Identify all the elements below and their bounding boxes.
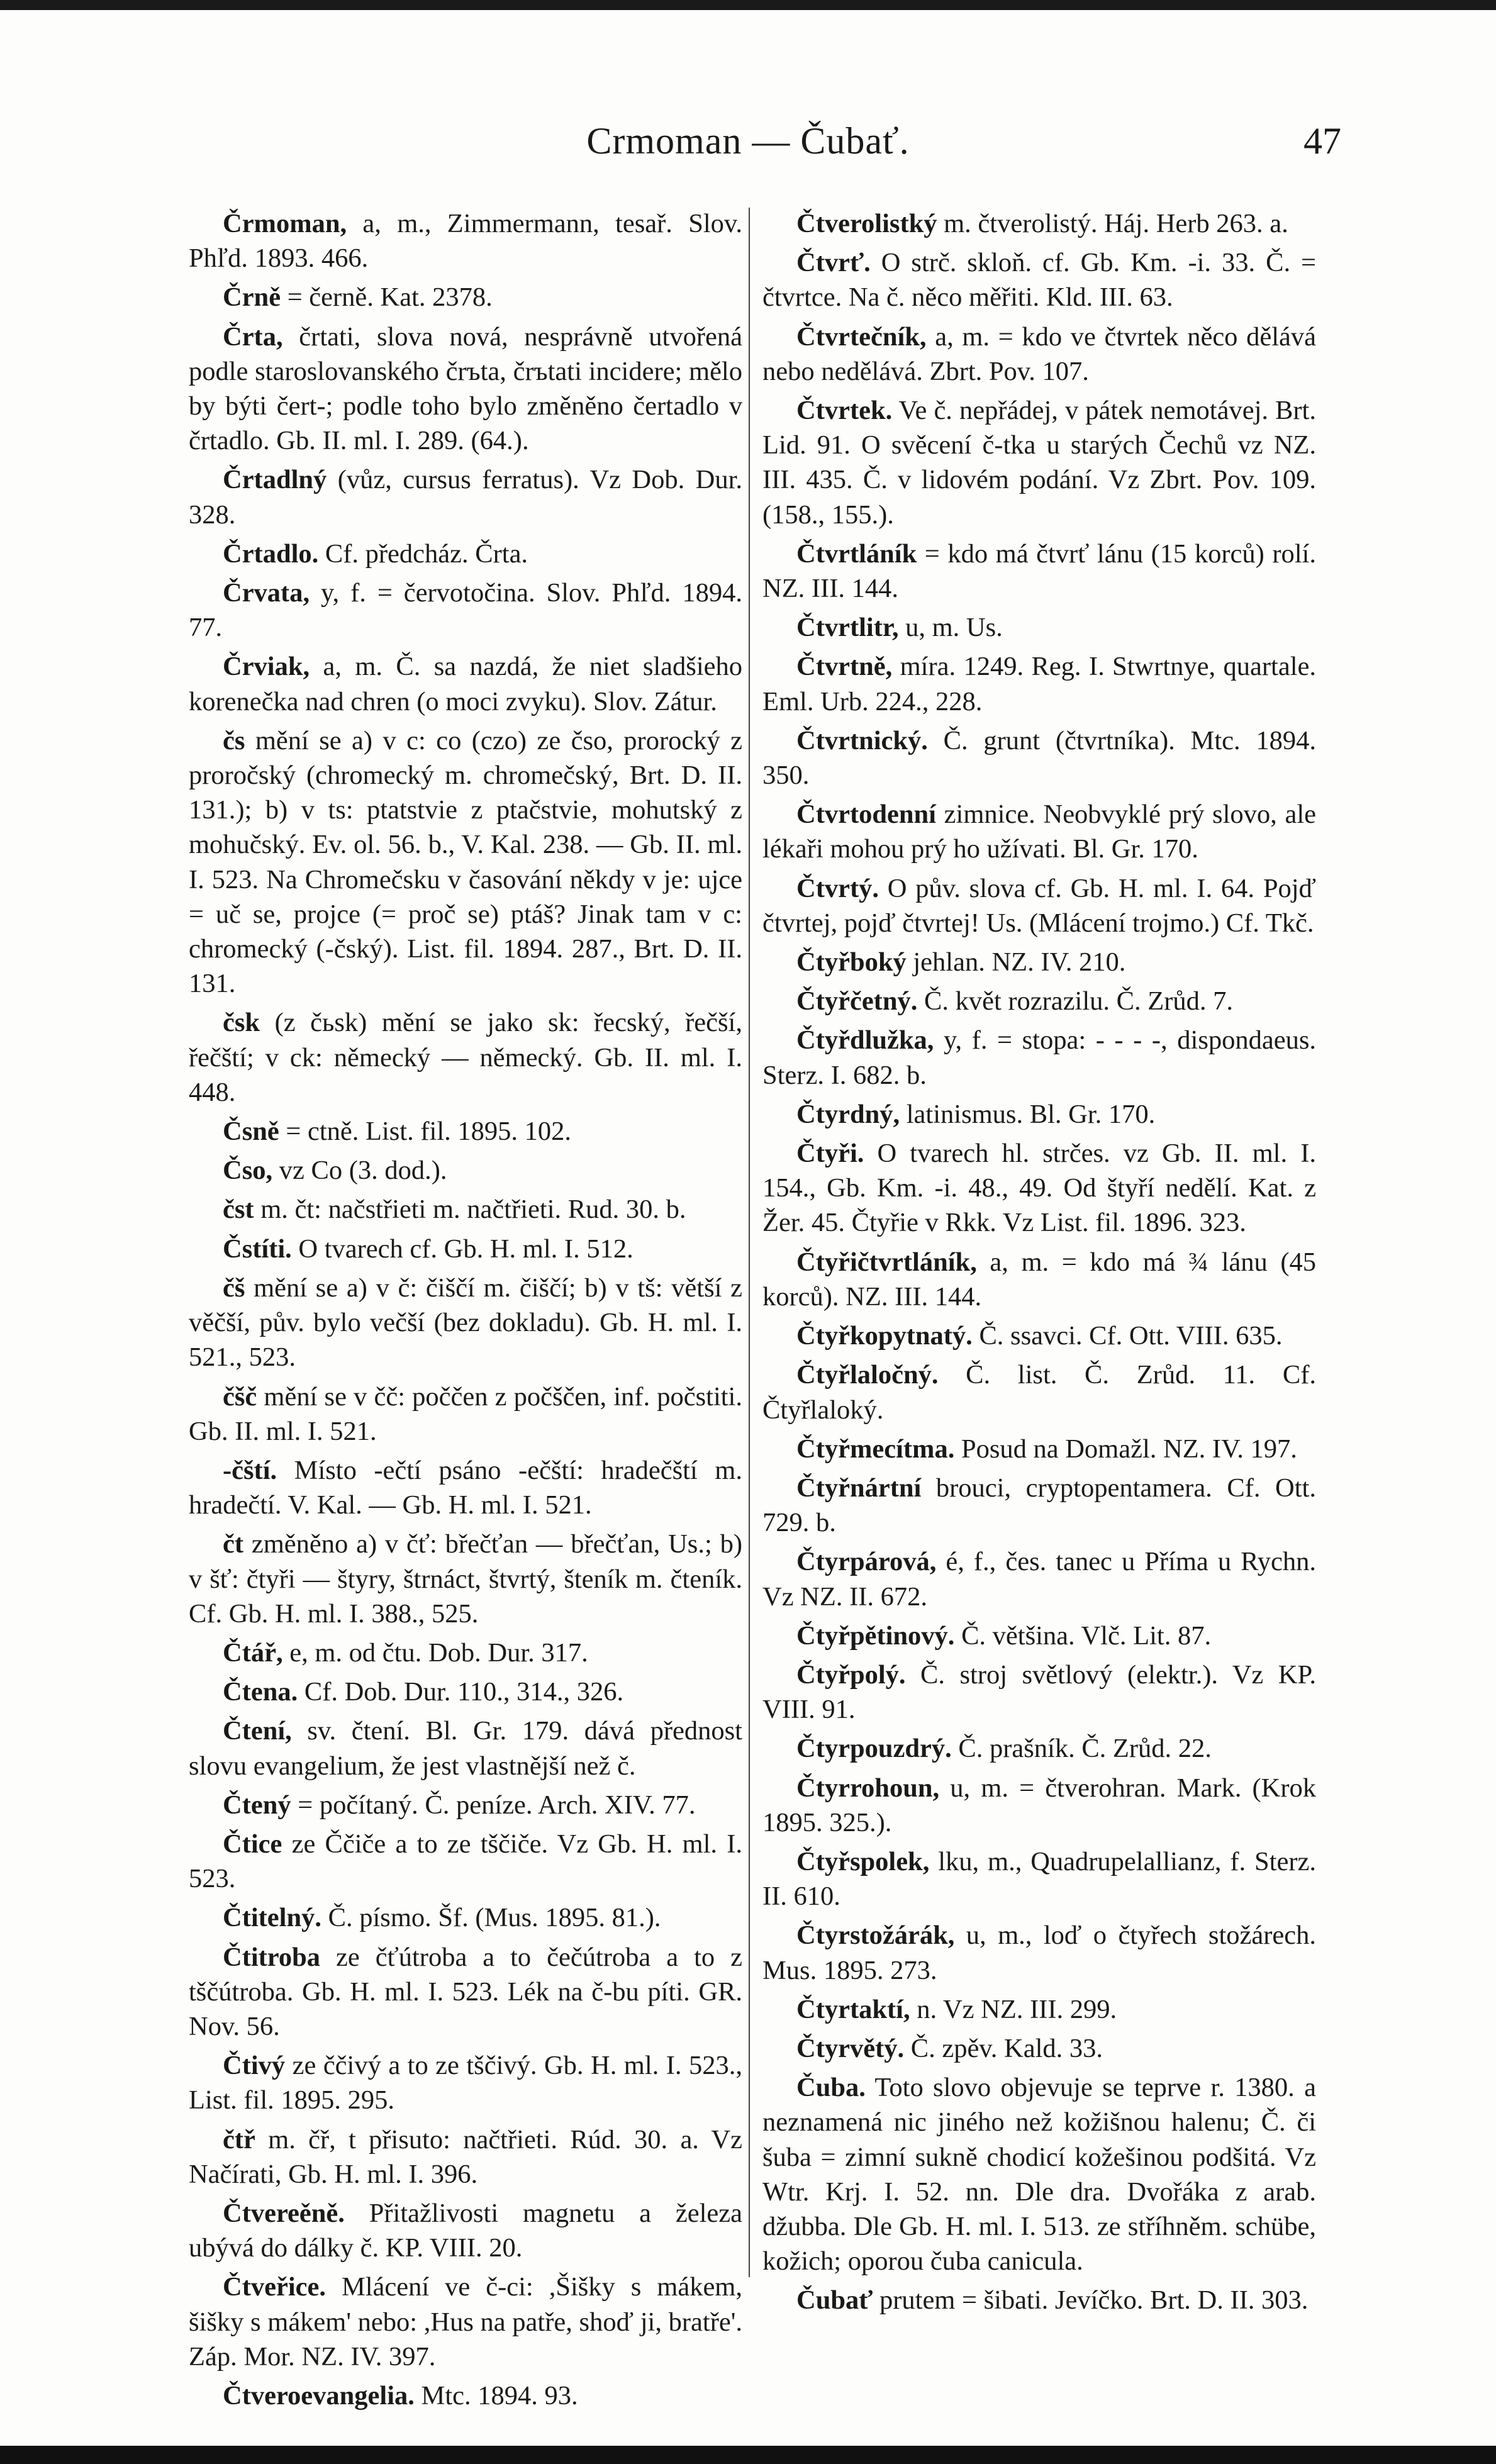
dictionary-entry <box>762 1357 1316 1427</box>
entry-headword: Črtadlný <box>223 465 327 495</box>
entry-text: u, m. Us. <box>898 613 1003 643</box>
entry-headword: Čtyřdlužka, <box>796 1025 934 1056</box>
dictionary-entry <box>189 1714 742 1783</box>
entry-headword: Čtvrtodenní <box>796 800 936 830</box>
entry-text: O strč. skloň. cf. Gb. Km. -i. 33. Č. = čtvrtce. Na č. něco měřiti. Kld. III. 63. <box>762 248 1316 313</box>
dictionary-entry <box>762 393 1316 532</box>
top-border <box>0 0 1496 10</box>
entry-headword: Čtivý <box>223 2051 286 2081</box>
dictionary-entry <box>762 1771 1316 1840</box>
entry-headword: čtř <box>223 2124 255 2155</box>
entry-text: O pův. slova cf. Gb. H. ml. I. 64. Pojď čtvrtej, pojď čtvrtej! Us. (Mlácení trojmo.) Cf. Tkč. <box>762 873 1316 938</box>
entry-text: lku, m., Quadrupelallianz, f. Sterz. II. 610. <box>762 1846 1316 1912</box>
left-column <box>189 206 742 2413</box>
dictionary-entry <box>762 871 1316 940</box>
entry-headword: čsk <box>223 1008 260 1038</box>
dictionary-entry <box>189 1675 742 1709</box>
entry-headword: Čtvrtlitr, <box>796 613 899 643</box>
entry-text: Toto slovo objevuje se teprve r. 1380. a neznamená nic jiného než kožišnou halenu; Č. či šuba = zimní sukně chodicí kožešinou podšitá. Vz Wtr. Krj. I. 52. nn. Dle dra. Dvořáka z arab. džubba. Dle Gb. H. ml. I. 513. ze stříhněm. schübe, kožich; oporou čuba canicula. <box>762 2073 1316 2277</box>
entry-headword: čst <box>223 1195 254 1225</box>
dictionary-entry <box>189 537 742 571</box>
page-header <box>0 120 1496 164</box>
entry-headword: Čtena. <box>223 1677 298 1707</box>
dictionary-entry <box>762 1432 1316 1466</box>
dictionary-entry <box>189 2048 742 2117</box>
entry-text: črtati, slova nová, nesprávně utvořená podle staroslovanského črъta, črъtati incidere; mělo by býti čert-; podle toho bylo změněno čertadlo v črtadlo. Gb. II. ml. I. 289. (64.). <box>189 321 742 456</box>
entry-text: Č. ssavci. Cf. Ott. VIII. 635. <box>972 1321 1283 1351</box>
dictionary-entry <box>189 280 742 315</box>
entry-text: m. čř, t přisuto: načtřieti. Rúd. 30. a. Vz Načírati, Gb. H. ml. I. 396. <box>189 2124 742 2189</box>
entry-headword: Čtyrdný, <box>796 1099 900 1129</box>
dictionary-entry <box>189 2378 742 2413</box>
entry-headword: Čtyrstožárák, <box>796 1920 955 1951</box>
dictionary-entry <box>189 1636 742 1670</box>
dictionary-entry <box>762 1844 1316 1914</box>
entry-text: ze čťútroba a to čečútroba a to z tščútroba. Gb. H. ml. I. 523. Lék na č-bu píti. GR. Nov. 56. <box>189 1942 742 2041</box>
dictionary-entry <box>762 1023 1316 1092</box>
entry-text: y, f. = stopa: - - - -, dispondaeus. Sterz. I. 682. b. <box>762 1025 1316 1090</box>
entry-text: u, m. = čtverohran. Mark. (Krok 1895. 325.). <box>762 1773 1316 1837</box>
entry-text: Č. písmo. Šf. (Mus. 1895. 81.). <box>321 1903 661 1933</box>
entry-text: mění se a) v c: co (czo) ze čso, prorocký z proročský (chromecký m. chromečský, Brt. D. II. 131.); b) v ts: ptatstvie z ptačstvie, mohutský z mohučský. Ev. ol. 56. b., V. Kal. 238. — Gb. II. ml. I. 523. Na Chromečsku v časování někdy v je: ujce = uč se, projce (= proč se) ptáš? Jinak tam v c: chromecký (-čský). List. fil. 1894. 287., Brt. D. II. 131. <box>189 725 742 999</box>
entry-text: = černě. Kat. 2378. <box>281 282 493 313</box>
running-title: Crmoman — Čubať. <box>586 120 910 162</box>
dictionary-entry <box>189 1900 742 1935</box>
entry-headword: Čso, <box>223 1156 273 1186</box>
column-divider <box>749 208 750 2277</box>
entry-headword: Čtení, <box>223 1716 292 1746</box>
dictionary-entry <box>762 1245 1316 1314</box>
entry-headword: čš <box>223 1273 245 1303</box>
entry-text: vz Co (3. dod.). <box>272 1156 447 1186</box>
entry-headword: Čtvrtek. <box>796 396 893 426</box>
entry-headword: Čtvrtnický. <box>796 725 928 755</box>
entry-text: (z čьsk) mění se jako sk: řecský, řečší, řečští; v ck: německý — německý. Gb. II. ml. I. 448. <box>189 1008 742 1107</box>
entry-headword: Čtvrť. <box>796 248 871 278</box>
entry-headword: Čtveřice. <box>223 2272 326 2302</box>
entry-headword: Čtyrtaktí, <box>796 1994 910 2024</box>
dictionary-entry <box>762 984 1316 1018</box>
entry-headword: Čtvrtečník, <box>796 321 927 352</box>
entry-text: míra. 1249. Reg. I. Stwrtnye, quartale. Eml. Urb. 224., 228. <box>762 652 1316 716</box>
entry-headword: Čtitroba <box>223 1942 321 1972</box>
dictionary-entry <box>762 1918 1316 1987</box>
dictionary-entry <box>189 1153 742 1188</box>
entry-text: prutem = šibati. Jevíčko. Brt. D. II. 303. <box>873 2285 1309 2316</box>
entry-text: Místo -ečtí psáno -ečští: hradečští m. hradečtí. V. Kal. — Gb. H. ml. I. 521. <box>189 1455 742 1520</box>
dictionary-entry <box>189 1453 742 1522</box>
entry-headword: Čtverolistký <box>796 209 937 238</box>
dictionary-entry <box>762 945 1316 979</box>
dictionary-entry <box>762 1136 1316 1240</box>
entry-text: m. čtverolistý. Háj. Herb 263. a. <box>937 209 1288 238</box>
entry-headword: Čtyřčetný. <box>796 986 918 1017</box>
entry-headword: Čsně <box>223 1117 279 1147</box>
entry-headword: Čtice <box>223 1829 282 1859</box>
dictionary-entry <box>762 2031 1316 2066</box>
entry-text: u, m., loď o čtyřech stožárech. Mus. 1895. 273. <box>762 1920 1316 1985</box>
entry-headword: Čtený <box>223 1790 291 1820</box>
dictionary-entry <box>189 2196 742 2265</box>
dictionary-entry <box>189 1527 742 1631</box>
entry-text: a, m. = kdo má ¾ lánu (45 korců). NZ. III. 144. <box>762 1247 1316 1312</box>
entry-text: mění se a) v č: čiščí m. čiščí; b) v tš: větší z věčší, pův. bylo večší (bez dokladu). Gb. H. ml. I. 521., 523. <box>189 1273 742 1373</box>
entry-headword: čšč <box>223 1381 257 1412</box>
dictionary-entry <box>189 723 742 1001</box>
bottom-border <box>0 2446 1496 2464</box>
dictionary-entry <box>762 1992 1316 2027</box>
dictionary-entry <box>762 1731 1316 1766</box>
dictionary-entry <box>762 320 1316 389</box>
entry-headword: Čtyrrohoun, <box>796 1773 940 1803</box>
entry-headword: čt <box>223 1529 244 1559</box>
entry-text: O tvarech cf. Gb. H. ml. I. 512. <box>291 1234 634 1264</box>
entry-headword: Čtyři. <box>796 1139 864 1169</box>
entry-text: Cf. předcház. Črta. <box>318 538 528 569</box>
entry-headword: Čtyřpolý. <box>796 1659 906 1690</box>
entry-text: Posud na Domažl. NZ. IV. 197. <box>954 1434 1297 1464</box>
entry-headword: Čtyřkopytnatý. <box>796 1321 973 1351</box>
entry-headword: Čtyřspolek, <box>796 1846 930 1876</box>
entry-text: O tvarech hl. strčes. vz Gb. II. ml. I. 154., Gb. Km. -i. 48., 49. Od štyří nedělí. Kat. z Žer. 45. Čtyřie v Rkk. Vz List. fil. 1896. 323. <box>762 1139 1316 1238</box>
entry-headword: Črta, <box>223 321 283 352</box>
entry-headword: Črviak, <box>223 652 310 682</box>
entry-text: e, m. od čtu. Dob. Dur. 317. <box>282 1637 588 1668</box>
entry-text: Č. zpěv. Kald. 33. <box>904 2033 1103 2063</box>
entry-headword: -čští. <box>223 1455 277 1485</box>
entry-headword: Čtitelný. <box>223 1903 321 1933</box>
entry-text: a, m. Č. sa nazdá, že niet sladšieho korenečka nad chren (o moci zvyku). Slov. Zátur. <box>189 652 742 716</box>
entry-text: ze ččivý a to ze tščivý. Gb. H. ml. I. 523., List. fil. 1895. 295. <box>189 2051 742 2116</box>
entry-text: jehlan. NZ. IV. 210. <box>906 947 1126 978</box>
dictionary-entry <box>189 1827 742 1896</box>
dictionary-entry <box>189 649 742 718</box>
entry-text: Mlácení ve č-ci: ,Šišky s mákem, šišky s mákem' nebo: ,Hus na patře, shoď ji, bratře'. Záp. Mor. NZ. IV. 397. <box>189 2272 742 2372</box>
dictionary-entry <box>189 1232 742 1266</box>
entry-headword: Čtyřpětinový. <box>796 1620 955 1651</box>
entry-text: = ctně. List. fil. 1895. 102. <box>279 1117 571 1147</box>
dictionary-entry <box>762 649 1316 718</box>
dictionary-entry <box>762 1544 1316 1614</box>
entry-text: Č. většina. Vlč. Lit. 87. <box>954 1620 1212 1651</box>
entry-headword: Črvata, <box>223 578 310 608</box>
dictionary-entry <box>762 2283 1316 2317</box>
entry-text: Ve č. nepřádej, v pátek nemotávej. Brt. Lid. 91. O svěcení č-tka u starých Čechů vz NZ. III. 435. Č. v lidovém podání. Vz Zbrt. Pov. 109. (158., 155.). <box>762 396 1316 530</box>
entry-headword: Čtvrtláník <box>796 538 917 569</box>
dictionary-entry <box>189 1788 742 1822</box>
dictionary-entry <box>762 723 1316 793</box>
entry-headword: Čuba. <box>796 2073 866 2103</box>
page-number: 47 <box>1303 120 1341 162</box>
dictionary-entry <box>189 1271 742 1375</box>
dictionary-entry <box>189 206 742 276</box>
entry-headword: Čtyřlaločný. <box>796 1360 939 1390</box>
entry-headword: Čtyrpárová, <box>796 1547 937 1577</box>
right-column <box>762 206 1316 2318</box>
dictionary-entry <box>762 1619 1316 1653</box>
dictionary-entry <box>762 1318 1316 1353</box>
dictionary-entry <box>189 462 742 532</box>
dictionary-entry <box>189 1005 742 1110</box>
entry-headword: Čtyřmecítma. <box>796 1434 955 1464</box>
entry-text: Č. stroj světlový (elektr.). Vz KP. VIII. 91. <box>762 1659 1316 1725</box>
entry-headword: Čtvrtně, <box>796 652 893 682</box>
entry-text: Přitažlivosti magnetu a železa ubývá do dálky č. KP. VIII. 20. <box>189 2198 742 2263</box>
entry-headword: Črtadlo. <box>223 538 319 569</box>
entry-headword: Čtář, <box>223 1637 283 1668</box>
dictionary-entry <box>762 1097 1316 1132</box>
entry-text: zimnice. Neobvyklé prý slovo, ale lékaři mohou prý ho užívati. Bl. Gr. 170. <box>762 800 1316 864</box>
entry-headword: Čstíti. <box>223 1234 292 1264</box>
entry-text: brouci, cryptopentamera. Cf. Ott. 729. b. <box>762 1473 1316 1538</box>
dictionary-entry <box>762 206 1316 241</box>
entry-text: Č. prašník. Č. Zrůd. 22. <box>951 1734 1212 1764</box>
entry-text: Č. grunt (čtvrtníka). Mtc. 1894. 350. <box>762 725 1316 791</box>
dictionary-entry <box>762 1471 1316 1540</box>
dictionary-entry <box>762 245 1316 315</box>
entry-text: m. čt: načstřieti m. načtřieti. Rud. 30. b. <box>254 1195 686 1225</box>
entry-headword: Črně <box>223 282 281 313</box>
dictionary-entry <box>189 320 742 459</box>
entry-text: mění se v čč: poččen z počščen, inf. počstiti. Gb. II. ml. I. 521. <box>189 1381 742 1446</box>
entry-text: = kdo má čtvrť lánu (15 korců) rolí. NZ. III. 144. <box>762 538 1316 604</box>
entry-text: n. Vz NZ. III. 299. <box>910 1994 1117 2024</box>
entry-text: latinismus. Bl. Gr. 170. <box>900 1099 1156 1129</box>
entry-headword: Čtyrvětý. <box>796 2033 905 2063</box>
entry-text: (vůz, cursus ferratus). Vz Dob. Dur. 328. <box>189 465 742 530</box>
dictionary-entry <box>762 610 1316 645</box>
entry-text: Cf. Dob. Dur. 110., 314., 326. <box>298 1677 624 1707</box>
dictionary-entry <box>189 1940 742 2044</box>
entry-headword: Čubať <box>796 2285 873 2316</box>
entry-text: = počítaný. Č. peníze. Arch. XIV. 77. <box>291 1790 696 1820</box>
dictionary-entry <box>762 797 1316 866</box>
entry-headword: čs <box>223 725 245 755</box>
entry-headword: Čtyřičtvrtláník, <box>796 1247 977 1277</box>
entry-text: y, f. = červotočina. Slov. Phľd. 1894. 77. <box>189 578 742 643</box>
dictionary-entry <box>189 2122 742 2192</box>
dictionary-entry <box>189 576 742 645</box>
entry-text: a, m., Zimmermann, tesař. Slov. Phľd. 1893. 466. <box>189 209 742 274</box>
entry-text: sv. čtení. Bl. Gr. 179. dává přednost slovu evangelium, že jest vlastnější než č. <box>189 1716 742 1781</box>
entry-text: ze Ččiče a to ze tščiče. Vz Gb. H. ml. I. 523. <box>189 1829 742 1894</box>
dictionary-entry <box>189 1192 742 1227</box>
entry-headword: Črmoman, <box>223 209 347 238</box>
entry-text: Č. list. Č. Zrůd. 11. Cf. Čtyřlaloký. <box>762 1360 1316 1425</box>
dictionary-entry <box>189 2270 742 2374</box>
entry-headword: Čtyřnártní <box>796 1473 922 1503</box>
entry-text: Mtc. 1894. 93. <box>414 2380 578 2411</box>
entry-text: a, m. = kdo ve čtvrtek něco dělává nebo nedělává. Zbrt. Pov. 107. <box>762 321 1316 386</box>
entry-headword: Čtyrpouzdrý. <box>796 1734 952 1764</box>
dictionary-entry <box>762 1658 1316 1727</box>
entry-headword: Čtveroevangelia. <box>223 2380 415 2411</box>
entry-headword: Čtvrtý. <box>796 873 879 903</box>
entry-text: Č. květ rozrazilu. Č. Zrůd. 7. <box>917 986 1233 1017</box>
dictionary-entry <box>762 2070 1316 2278</box>
dictionary-entry <box>189 1114 742 1149</box>
dictionary-entry <box>762 537 1316 606</box>
dictionary-entry <box>189 1380 742 1449</box>
entry-headword: Čtyřboký <box>796 947 907 978</box>
entry-text: změněno a) v čť: břečťan — břečťan, Us.; b) v šť: čtyři — štyry, štrnáct, štvrtý, šteník m. čteník. Cf. Gb. H. ml. I. 388., 525. <box>189 1529 742 1629</box>
entry-text: é, f., čes. tanec u Příma u Rychn. Vz NZ. II. 672. <box>762 1547 1316 1612</box>
entry-headword: Čtvereěně. <box>223 2198 345 2228</box>
